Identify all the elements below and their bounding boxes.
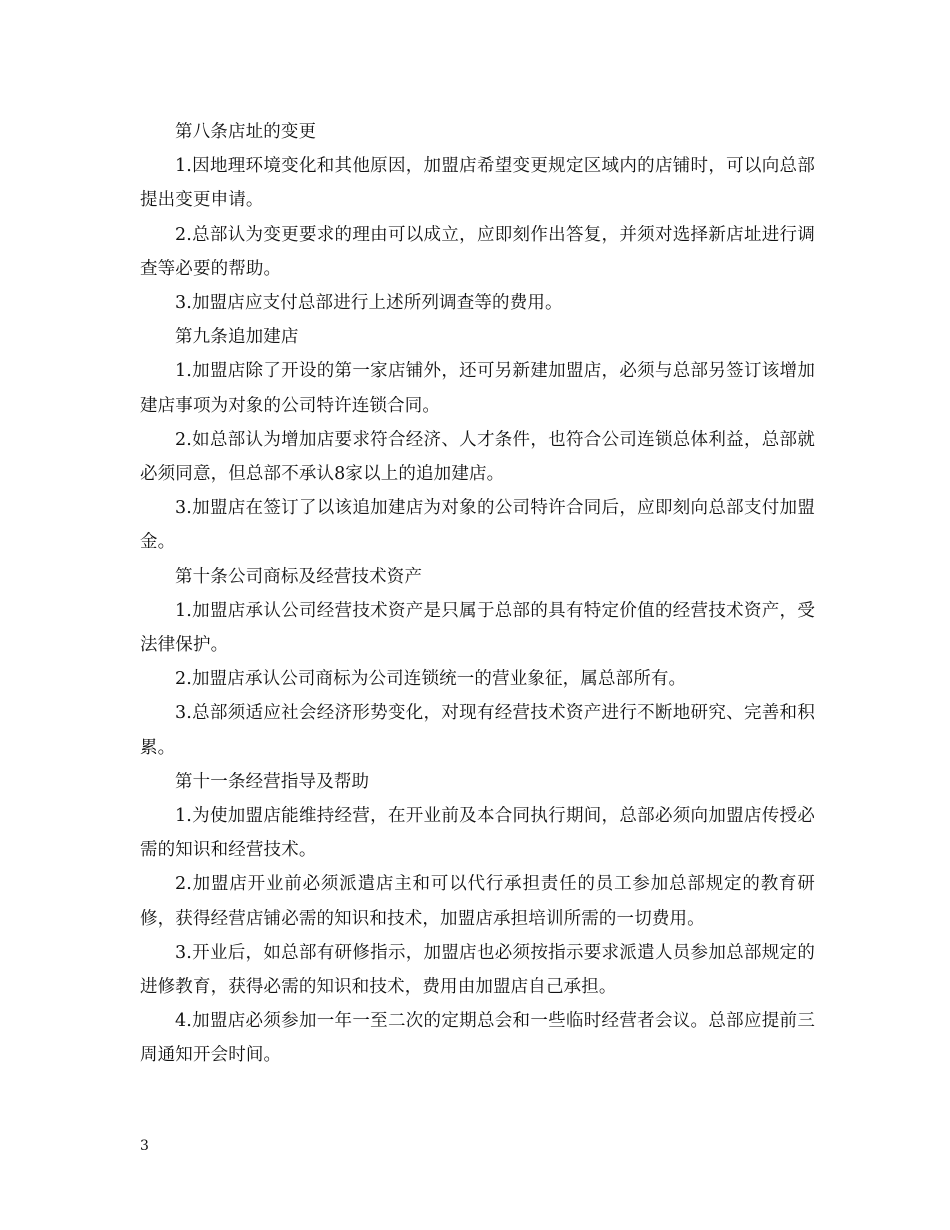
clause-9-3: 3.加盟店在签订了以该追加建店为对象的公司特许合同后，应即刻向总部支付加盟金。: [140, 498, 815, 553]
clause-8-3: 3.加盟店应支付总部进行上述所列调查等的费用。: [175, 293, 563, 314]
section-heading-article-11: 第十一条经营指导及帮助: [175, 771, 370, 792]
clause-8-2: 2.总部认为变更要求的理由可以成立，应即刻作出答复，并须对选择新店址进行调查等必要的帮助。: [140, 224, 815, 279]
clause-11-3: 3.开业后，如总部有研修指示，加盟店也必须按指示要求派遣人员参加总部规定的进修教育，获得必需的知识和技术，费用由加盟店自己承担。: [140, 942, 815, 998]
clause-11-1: 1.为使加盟店能维持经营，在开业前及本合同执行期间，总部必须向加盟店传授必需的知识和经营技术。: [140, 806, 815, 861]
clause-9-1: 1.加盟店除了开设的第一家店铺外，还可另新建加盟店，必须与总部另签订该增加建店事项为对象的公司特许连锁合同。: [140, 361, 815, 416]
clause-11-2: 2.加盟店开业前必须派遣店主和可以代行承担责任的员工参加总部规定的教育研修，获得经营店铺必需的知识和技术，加盟店承担培训所需的一切费用。: [140, 874, 815, 929]
section-heading-article-9: 第九条追加建店: [175, 327, 299, 348]
page-number: 3: [140, 1138, 149, 1154]
clause-8-1: 1.因地理环境变化和其他原因，加盟店希望变更规定区域内的店铺时，可以向总部提出变更申请。: [140, 156, 815, 211]
clause-10-1: 1.加盟店承认公司经营技术资产是只属于总部的具有特定价值的经营技术资产，受法律保护。: [140, 600, 815, 656]
section-heading-article-10: 第十条公司商标及经营技术资产: [175, 566, 423, 587]
document-body: [140, 115, 815, 1073]
clause-10-2: 2.加盟店承认公司商标为公司连锁统一的营业象征，属总部所有。: [175, 669, 687, 690]
clause-9-2: 2.如总部认为增加店要求符合经济、人才条件，也符合公司连锁总体利益，总部就必须同意，但总部不承认8家以上的追加建店。: [140, 429, 815, 485]
section-heading-article-8: 第八条店址的变更: [175, 122, 317, 142]
clause-11-4: 4.加盟店必须参加一年一至二次的定期总会和一些临时经营者会议。总部应提前三周通知开会时间。: [140, 1011, 815, 1066]
clause-10-3: 3.总部须适应社会经济形势变化，对现有经营技术资产进行不断地研究、完善和积累。: [140, 703, 815, 758]
